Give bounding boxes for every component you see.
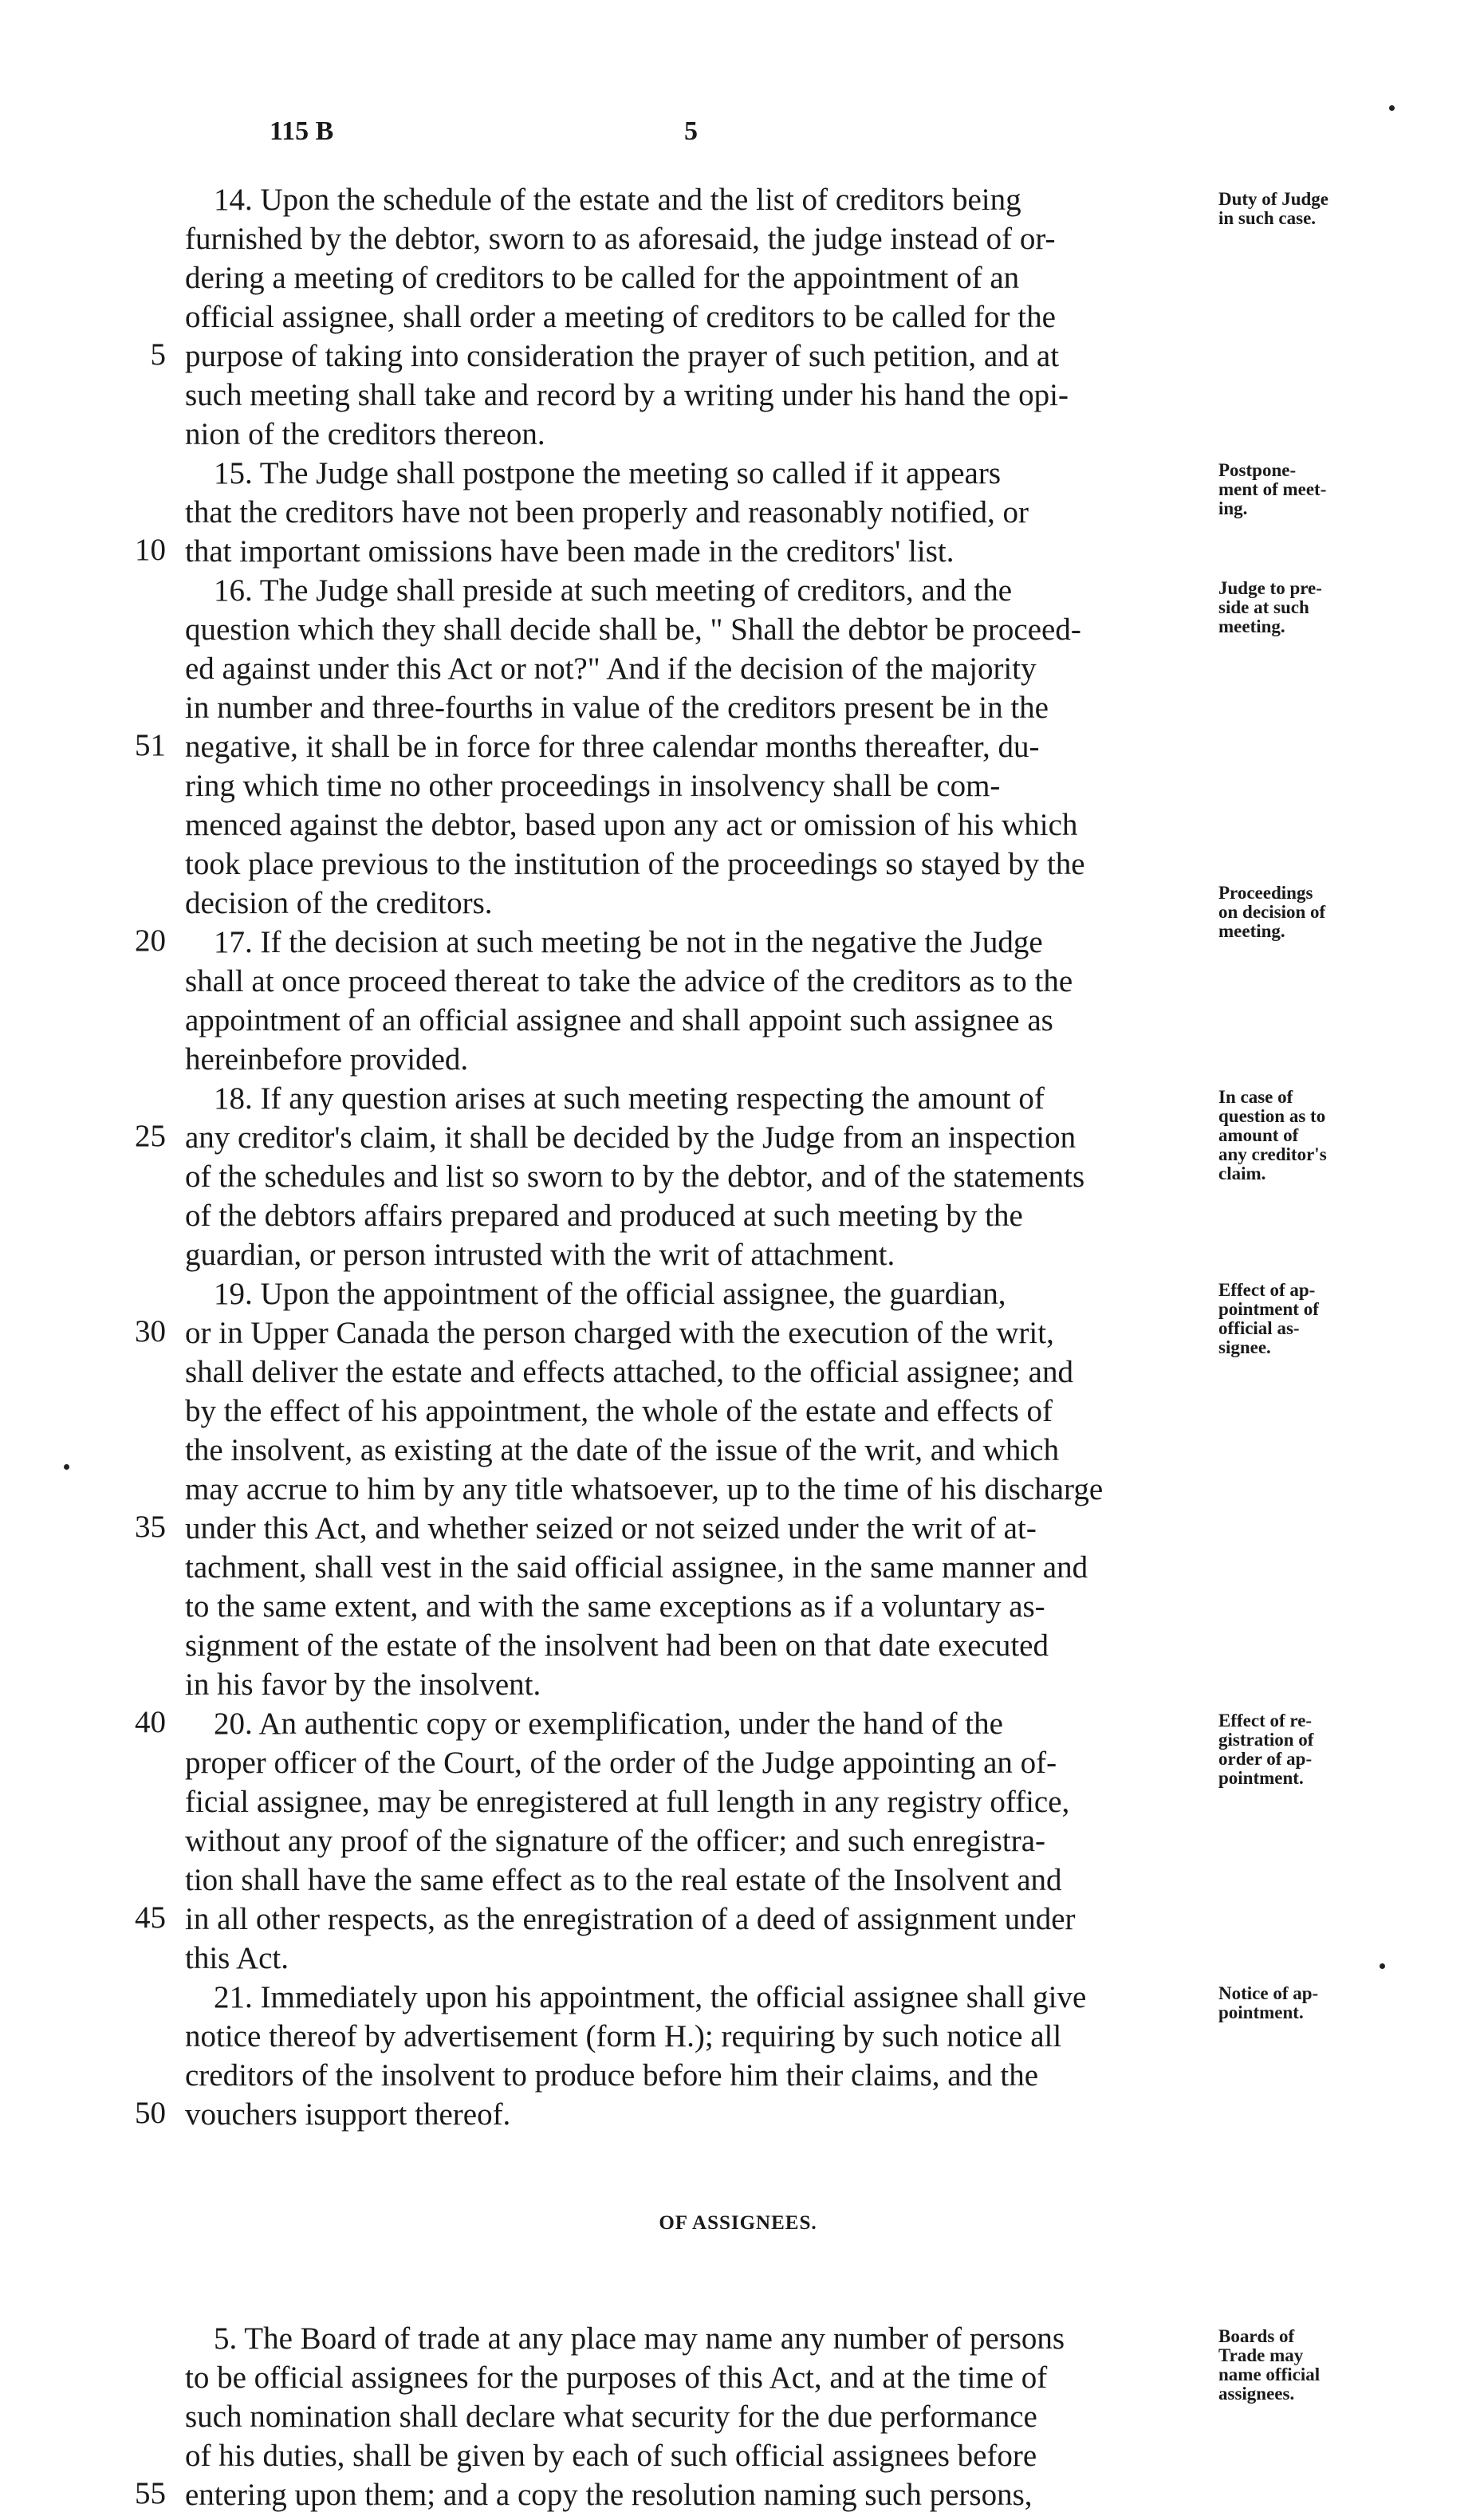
text-line: appointment of an official assignee and shall appoint such assignee as: [185, 1003, 1053, 1038]
line-number: 25: [135, 1119, 166, 1153]
text-line: to the same extent, and with the same exceptions as if a voluntary as-: [185, 1589, 1045, 1624]
line-number: 20: [135, 923, 166, 958]
margin-note: Duty of Judge in such case.: [1218, 189, 1329, 228]
scan-speck: [64, 1464, 69, 1470]
text-line: 15. The Judge shall postpone the meeting so called if it appears: [214, 456, 1002, 490]
running-head: 115 B: [270, 116, 334, 146]
section-heading: OF ASSIGNEES.: [659, 2212, 817, 2234]
scan-speck: [1389, 105, 1395, 111]
text-line: 14. Upon the schedule of the estate and the list of creditors being: [214, 183, 1021, 217]
line-number: 40: [135, 1705, 166, 1739]
line-number: 10: [135, 533, 166, 567]
text-line: furnished by the debtor, sworn to as aforesaid, the judge instead of or-: [185, 222, 1056, 256]
text-line: or in Upper Canada the person charged with the execution of the writ,: [185, 1316, 1054, 1350]
text-line: without any proof of the signature of the officer; and such enregistra-: [185, 1824, 1046, 1858]
text-line: in all other respects, as the enregistration of a deed of assignment under: [185, 1902, 1076, 1936]
line-number: 45: [135, 1900, 166, 1935]
margin-note: Postpone- ment of meet- ing.: [1218, 460, 1327, 518]
text-line: under this Act, and whether seized or not seized under the writ of at-: [185, 1511, 1037, 1545]
text-line: tion shall have the same effect as to the real estate of the Insolvent and: [185, 1863, 1062, 1897]
text-line: 16. The Judge shall preside at such meeting of creditors, and the: [214, 573, 1013, 608]
text-line: question which they shall decide shall be, " Shall the debtor be proceed-: [185, 612, 1081, 647]
text-line: in number and three-fourths in value of the creditors present be in the: [185, 691, 1049, 725]
text-line: 19. Upon the appointment of the official assignee, the guardian,: [214, 1277, 1006, 1311]
text-line: shall at once proceed thereat to take the advice of the creditors as to the: [185, 964, 1073, 998]
text-line: 21. Immediately upon his appointment, the official assignee shall give: [214, 1980, 1087, 2014]
line-number: 51: [135, 728, 166, 762]
text-line: decision of the creditors.: [185, 886, 493, 920]
text-line: guardian, or person intrusted with the writ of attachment.: [185, 1238, 895, 1272]
margin-note: In case of question as to amount of any creditor's claim.: [1218, 1087, 1327, 1183]
text-line: of the schedules and list so sworn to by the debtor, and of the statements: [185, 1160, 1085, 1194]
text-line: this Act.: [185, 1941, 289, 1975]
text-line: that important omissions have been made in the creditors' list.: [185, 534, 954, 569]
text-line: dering a meeting of creditors to be called for the appointment of an: [185, 261, 1020, 295]
text-line: official assignee, shall order a meeting of creditors to be called for the: [185, 300, 1056, 334]
text-line: of his duties, shall be given by each of such official assignees before: [185, 2439, 1037, 2473]
text-line: by the effect of his appointment, the whole of the estate and effects of: [185, 1394, 1053, 1428]
text-line: 17. If the decision at such meeting be not in the negative the Judge: [214, 925, 1043, 959]
text-line: that the creditors have not been properly and reasonably notified, or: [185, 495, 1029, 530]
text-line: such meeting shall take and record by a writing under his hand the opi-: [185, 378, 1069, 412]
text-line: creditors of the insolvent to produce before him their claims, and the: [185, 2058, 1039, 2093]
text-line: ficial assignee, may be enregistered at full length in any registry office,: [185, 1785, 1070, 1819]
text-line: menced against the debtor, based upon any act or omission of his which: [185, 808, 1078, 842]
text-line: ring which time no other proceedings in insolvency shall be com-: [185, 769, 1001, 803]
page-number: 5: [684, 116, 698, 146]
line-number: 50: [135, 2096, 166, 2130]
text-line: hereinbefore provided.: [185, 1042, 469, 1077]
margin-note: Proceedings on decision of meeting.: [1218, 883, 1326, 941]
text-line: 18. If any question arises at such meeting respecting the amount of: [214, 1081, 1045, 1116]
text-line: shall deliver the estate and effects attached, to the official assignee; and: [185, 1355, 1073, 1389]
text-line: ed against under this Act or not?" And if the decision of the majority: [185, 652, 1037, 686]
text-line: vouchers isupport thereof.: [185, 2097, 511, 2132]
margin-note: Effect of re- gistration of order of ap- pointment.: [1218, 1711, 1314, 1788]
line-number: 35: [135, 1510, 166, 1544]
line-number: 55: [135, 2476, 166, 2510]
text-line: negative, it shall be in force for three calendar months thereafter, du-: [185, 730, 1040, 764]
text-line: notice thereof by advertisement (form H.); requiring by such notice all: [185, 2019, 1062, 2053]
text-line: the insolvent, as existing at the date of the issue of the writ, and which: [185, 1433, 1060, 1467]
line-number: 30: [135, 1314, 166, 1349]
text-line: any creditor's claim, it shall be decided by the Judge from an inspection: [185, 1120, 1076, 1155]
text-line: tachment, shall vest in the said official assignee, in the same manner and: [185, 1550, 1088, 1585]
text-line: nion of the creditors thereon.: [185, 417, 545, 451]
text-line: such nomination shall declare what security for the due performance: [185, 2400, 1037, 2434]
margin-note: Notice of ap- pointment.: [1218, 1983, 1319, 2022]
text-line: 20. An authentic copy or exemplification, under the hand of the: [214, 1707, 1003, 1741]
text-line: signment of the estate of the insolvent had been on that date executed: [185, 1628, 1049, 1663]
text-line: in his favor by the insolvent.: [185, 1668, 541, 1702]
text-line: may accrue to him by any title whatsoever, up to the time of his discharge: [185, 1472, 1104, 1506]
margin-note: Boards of Trade may name official assignees.: [1218, 2326, 1321, 2404]
text-line: of the debtors affairs prepared and produced at such meeting by the: [185, 1199, 1023, 1233]
text-line: entering upon them; and a copy the resolution naming such persons,: [185, 2478, 1033, 2512]
scan-speck: [1380, 1963, 1385, 1969]
text-line: to be official assignees for the purposes of this Act, and at the time of: [185, 2361, 1048, 2395]
margin-note: Judge to pre- side at such meeting.: [1218, 578, 1322, 636]
margin-note: Effect of ap- pointment of official as- signee.: [1218, 1280, 1319, 1357]
text-line: proper officer of the Court, of the order of the Judge appointing an of-: [185, 1746, 1057, 1780]
text-line: 5. The Board of trade at any place may name any number of persons: [214, 2321, 1065, 2356]
line-number: 5: [150, 337, 166, 372]
text-line: took place previous to the institution of the proceedings so stayed by the: [185, 847, 1085, 881]
text-line: purpose of taking into consideration the prayer of such petition, and at: [185, 339, 1060, 373]
